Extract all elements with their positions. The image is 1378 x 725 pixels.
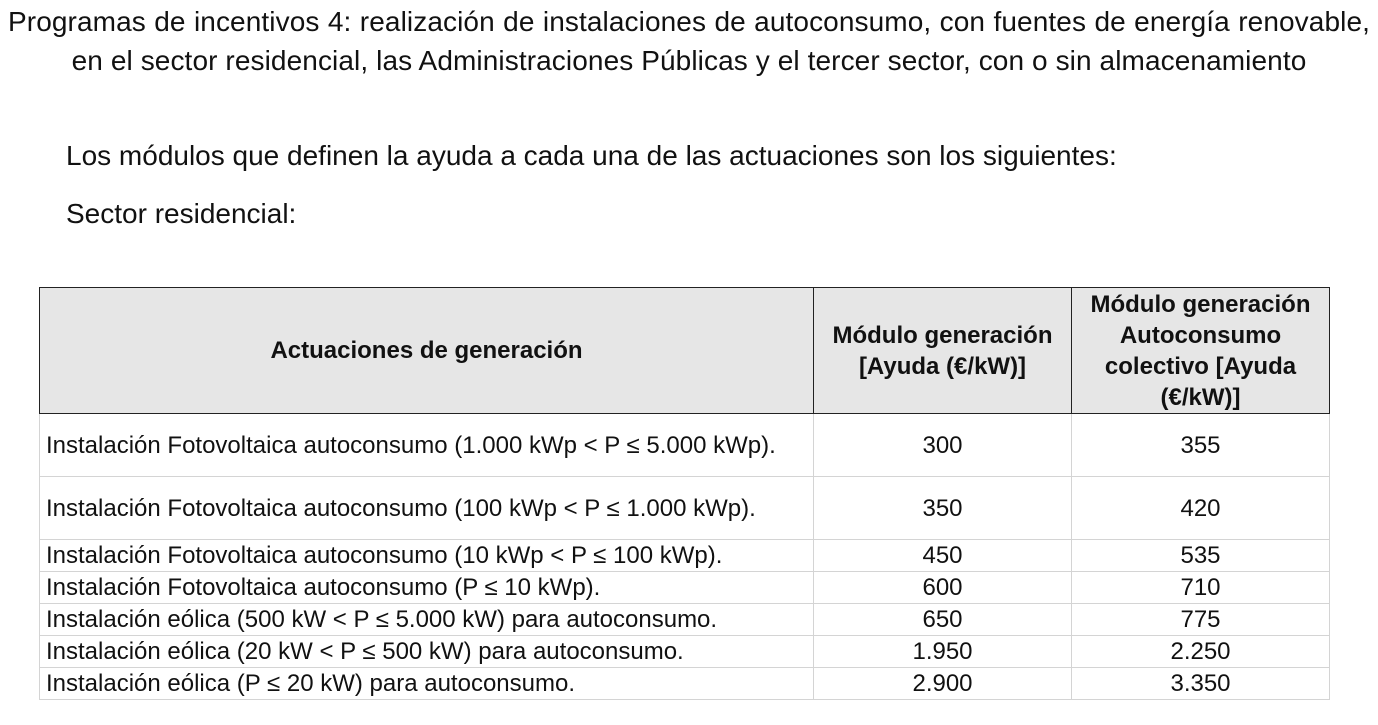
cell-colectivo: 355	[1072, 414, 1330, 477]
cell-colectivo: 420	[1072, 477, 1330, 540]
cell-modulo: 350	[814, 477, 1072, 540]
header-modulo-colectivo: Módulo generación Autoconsumo colectivo [Ayuda (€/kW)]	[1072, 288, 1330, 414]
cell-modulo: 450	[814, 540, 1072, 572]
cell-modulo: 300	[814, 414, 1072, 477]
cell-colectivo: 3.350	[1072, 668, 1330, 700]
sector-heading: Sector residencial:	[66, 198, 297, 229]
cell-actuacion: Instalación Fotovoltaica autoconsumo (1.000 kWp < P ≤ 5.000 kWp).	[40, 414, 814, 477]
table-row	[40, 477, 1330, 540]
table-row	[40, 636, 1330, 668]
cell-modulo: 1.950	[814, 636, 1072, 668]
cell-colectivo: 710	[1072, 572, 1330, 604]
cell-actuacion: Instalación Fotovoltaica autoconsumo (10 kWp < P ≤ 100 kWp).	[40, 540, 814, 572]
table-header-row	[40, 288, 1330, 414]
table-row	[40, 572, 1330, 604]
cell-actuacion: Instalación Fotovoltaica autoconsumo (100 kWp < P ≤ 1.000 kWp).	[40, 477, 814, 540]
cell-actuacion: Instalación Fotovoltaica autoconsumo (P ≤ 10 kWp).	[40, 572, 814, 604]
table-row	[40, 604, 1330, 636]
cell-actuacion: Instalación eólica (500 kW < P ≤ 5.000 kW) para autoconsumo.	[40, 604, 814, 636]
cell-actuacion: Instalación eólica (P ≤ 20 kW) para autoconsumo.	[40, 668, 814, 700]
cell-colectivo: 535	[1072, 540, 1330, 572]
header-modulo-generacion: Módulo generación [Ayuda (€/kW)]	[814, 288, 1072, 414]
table-row	[40, 668, 1330, 700]
document-title: Programas de incentivos 4: realización de instalaciones de autoconsumo, con fuentes de energía renovable, en el sector residencial, las Administraciones Públicas y el tercer sector, con o sin almacenamiento	[8, 6, 1370, 76]
cell-modulo: 2.900	[814, 668, 1072, 700]
cell-modulo: 600	[814, 572, 1072, 604]
cell-colectivo: 775	[1072, 604, 1330, 636]
modules-table	[39, 287, 1330, 700]
table-row	[40, 414, 1330, 477]
cell-actuacion: Instalación eólica (20 kW < P ≤ 500 kW) para autoconsumo.	[40, 636, 814, 668]
header-actuaciones: Actuaciones de generación	[40, 288, 814, 414]
table-row	[40, 540, 1330, 572]
cell-modulo: 650	[814, 604, 1072, 636]
intro-paragraph: Los módulos que definen la ayuda a cada una de las actuaciones son los siguientes:	[66, 140, 1117, 171]
cell-colectivo: 2.250	[1072, 636, 1330, 668]
